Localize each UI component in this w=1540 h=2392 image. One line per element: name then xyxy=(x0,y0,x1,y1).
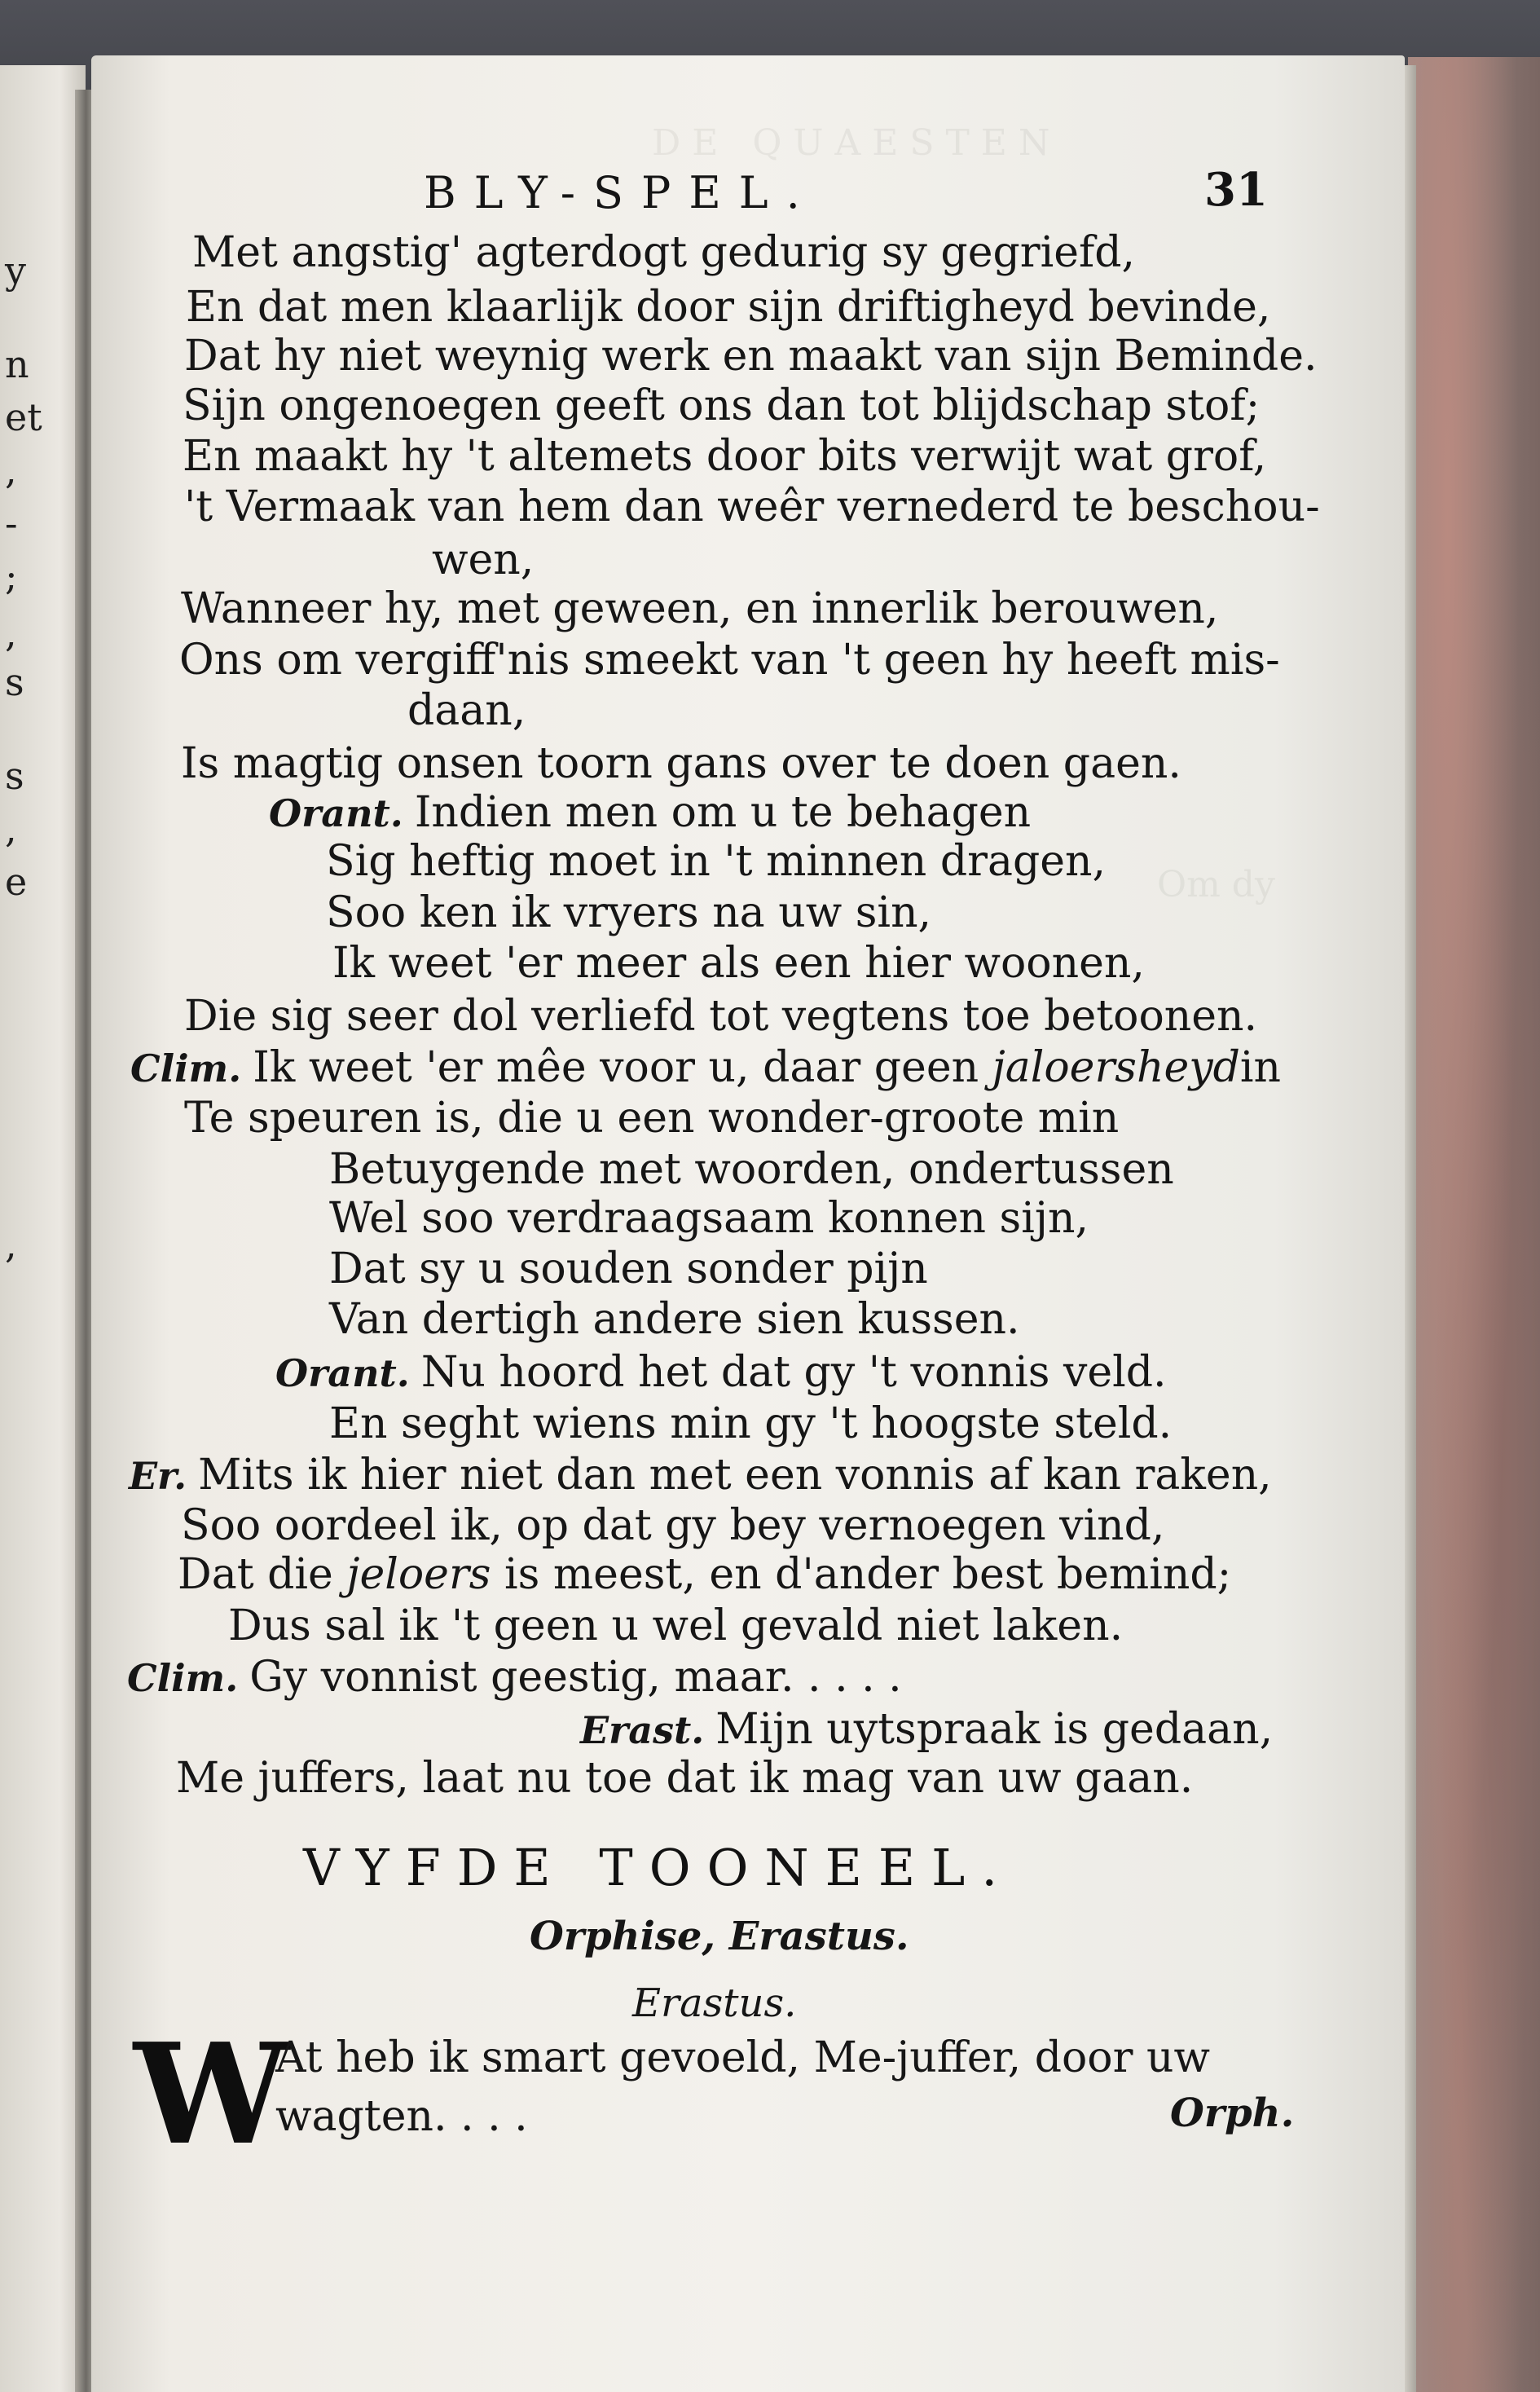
line-text: Van dertigh andere sien kussen. xyxy=(329,1295,1020,1344)
line-text: Mijn uytspraak is gedaan, xyxy=(715,1705,1274,1754)
verse-line xyxy=(329,1293,1020,1346)
running-head: BLY-SPEL. xyxy=(424,167,818,218)
line-text: in xyxy=(1239,1043,1282,1092)
line-text: Indien men om u te behagen xyxy=(414,788,1032,837)
margin-fragment: et xyxy=(5,395,42,439)
line-text: 't Vermaak van hem dan weêr vernederd te beschou- xyxy=(184,482,1320,531)
line-text: En maakt hy 't altemets door bits verwijt wat grof, xyxy=(183,432,1267,481)
verse-line xyxy=(407,685,526,737)
verse-line xyxy=(184,481,1320,533)
line-text: Soo ken ik vryers na uw sin, xyxy=(326,888,932,937)
line-text: Dat sy u souden sonder pijn xyxy=(329,1244,928,1293)
margin-fragment: , xyxy=(5,611,17,655)
line-text: Dat hy niet weynig werk en maakt van sijn Beminde. xyxy=(184,332,1318,381)
line-text: wen, xyxy=(432,535,535,584)
verse-line xyxy=(329,1398,1172,1450)
verse-line xyxy=(329,1143,1174,1196)
verse-line xyxy=(269,786,1031,839)
line-text: En seght wiens min gy 't hoogste steld. xyxy=(329,1399,1173,1448)
speaker-label: Erast. xyxy=(580,1708,705,1752)
line-text: Sijn ongenoegen geeft ons dan tot blijdschap stof; xyxy=(183,381,1261,430)
verse-line xyxy=(181,583,1218,635)
verse-line xyxy=(329,1192,1089,1244)
line-text: Die sig seer dol verliefd tot vegtens toe betoonen. xyxy=(184,992,1258,1041)
verse-line xyxy=(332,937,1145,989)
verse-line xyxy=(326,887,931,939)
page-number: 31 xyxy=(1204,163,1268,217)
line-text: Ik weet 'er meer als een hier woonen, xyxy=(332,939,1145,988)
line-text: Gy vonnist geestig, maar. . . . . xyxy=(249,1653,902,1702)
verse-line xyxy=(181,738,1181,790)
book-cover-marbled xyxy=(1408,57,1540,2392)
verse-line xyxy=(178,1548,1231,1601)
scene-title: VYFDE TOONEEL. xyxy=(303,1838,1014,1897)
verse-line xyxy=(326,835,1106,888)
verse-line xyxy=(176,1752,1193,1804)
verse-line xyxy=(183,380,1260,432)
speaker-label: Clim. xyxy=(127,1656,239,1700)
italic-word: jeloers xyxy=(346,1550,491,1599)
line-text: Dus sal ik 't geen u wel gevald niet laken. xyxy=(228,1601,1124,1650)
margin-fragment: - xyxy=(5,501,18,545)
verse-line xyxy=(184,330,1318,382)
line-text: En dat men klaarlijk door sijn driftigheyd bevinde, xyxy=(186,283,1271,332)
line-text: Sig heftig moet in 't minnen dragen, xyxy=(326,837,1107,886)
italic-word: jaloersheyd xyxy=(992,1043,1240,1092)
line-text: Ons om vergiff'nis smeekt van 't geen hy heeft mis- xyxy=(179,636,1280,685)
catchword: Orph. xyxy=(1170,2090,1295,2136)
margin-fragment: n xyxy=(5,342,29,386)
scene-first-line: At heb ik smart gevoeld, Me-juffer, door uw xyxy=(275,2033,1210,2082)
line-text: Te speuren is, die u een wonder-groote min xyxy=(184,1094,1120,1143)
line-text: Is magtig onsen toorn gans over te doen gaen. xyxy=(181,739,1181,788)
bleed-through-text: Om dy xyxy=(1157,864,1275,905)
scene-cast: Orphise, Erastus. xyxy=(530,1914,909,1959)
line-text: Betuygende met woorden, ondertussen xyxy=(329,1145,1174,1194)
verse-line xyxy=(183,430,1266,482)
margin-fragment: s xyxy=(5,754,24,798)
page-edge xyxy=(1405,65,1416,2392)
scene-second-line: wagten. . . . xyxy=(275,2092,528,2141)
verse-line xyxy=(275,1346,1167,1399)
drop-cap: W xyxy=(134,2013,289,2176)
bleed-through-text: D E Q U A E S T E N xyxy=(652,122,1050,164)
line-text: Ik weet 'er mêe voor u, daar geen xyxy=(253,1043,992,1092)
speaker-label: Er. xyxy=(129,1454,187,1498)
speaker-label: Clim. xyxy=(130,1046,242,1090)
verse-line xyxy=(127,1651,902,1704)
line-text: is meest, en d'ander best bemind; xyxy=(491,1550,1232,1599)
verse-line xyxy=(184,990,1257,1042)
line-text: Wanneer hy, met geween, en innerlik berouwen, xyxy=(181,584,1219,633)
verse-line xyxy=(580,1703,1273,1756)
verse-line xyxy=(432,534,534,586)
verse-line xyxy=(179,634,1280,686)
margin-fragment: , xyxy=(5,1222,17,1266)
verse-line xyxy=(228,1600,1123,1652)
verse-line xyxy=(329,1243,928,1295)
verse-line xyxy=(181,1500,1164,1552)
line-text: Soo oordeel ik, op dat gy bey vernoegen vind, xyxy=(181,1501,1165,1550)
margin-fragment: , xyxy=(5,807,17,851)
line-text: Wel soo verdraagsaam konnen sijn, xyxy=(329,1194,1089,1243)
margin-fragment: ; xyxy=(5,554,18,598)
margin-fragment: y xyxy=(5,249,26,293)
scene-speaker: Erastus. xyxy=(632,1980,797,2026)
margin-fragment: e xyxy=(5,860,28,904)
line-text: Dat die xyxy=(178,1550,347,1599)
speaker-label: Orant. xyxy=(275,1351,410,1395)
line-text: Met angstig' agterdogt gedurig sy gegriefd, xyxy=(192,228,1136,277)
speaker-label: Orant. xyxy=(269,791,403,835)
line-text: Nu hoord het dat gy 't vonnis veld. xyxy=(420,1348,1167,1397)
verse-line xyxy=(184,1092,1119,1144)
margin-fragment: s xyxy=(5,660,24,704)
verse-line xyxy=(186,281,1270,333)
verse-line xyxy=(130,1042,1281,1095)
margin-fragment: , xyxy=(5,448,17,492)
line-text: daan, xyxy=(407,686,526,735)
verse-line xyxy=(192,227,1135,279)
line-text: Me juffers, laat nu toe dat ik mag van uw gaan. xyxy=(176,1754,1194,1803)
line-text: Mits ik hier niet dan met een vonnis af kan raken, xyxy=(198,1451,1272,1500)
verse-line xyxy=(129,1449,1272,1502)
